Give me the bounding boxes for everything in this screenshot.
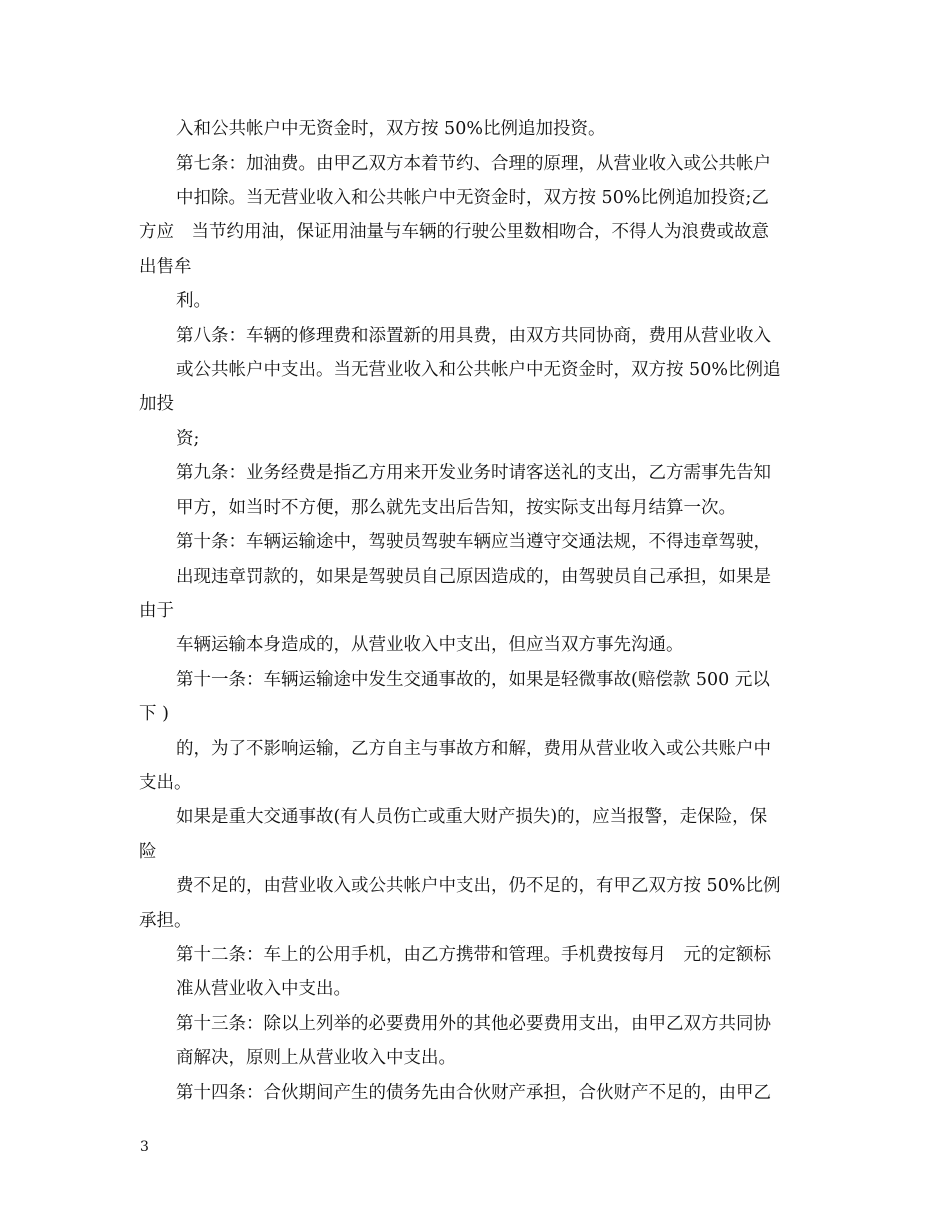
text-line: 第九条：业务经费是指乙方用来开发业务时请客送礼的支出，乙方需事先告知	[176, 463, 771, 483]
text-line: 第八条：车辆的修理费和添置新的用具费，由双方共同协商，费用从营业收入	[176, 326, 771, 346]
text-line: 由于	[139, 601, 174, 621]
text-line: 第十三条：除以上列举的必要费用外的其他必要费用支出，由甲乙双方共同协	[176, 1014, 771, 1034]
text-line: 车辆运输本身造成的，从营业收入中支出，但应当双方事先沟通。	[176, 635, 684, 655]
text-line: 支出。	[139, 773, 192, 793]
text-line: 中扣除。当无营业收入和公共帐户中无资金时，双方按 50%比例追加投资;乙	[176, 188, 769, 208]
text-line: 费不足的，由营业收入或公共帐户中支出，仍不足的，有甲乙双方按 50%比例	[176, 876, 781, 896]
page-number: 3	[140, 1139, 149, 1155]
text-line: 出售牟	[139, 257, 192, 277]
text-line: 的，为了不影响运输，乙方自主与事故方和解，费用从营业收入或公共账户中	[176, 739, 771, 759]
text-line: 加投	[139, 394, 174, 414]
text-line: 险	[139, 842, 157, 862]
text-line: 准从营业收入中支出。	[176, 979, 351, 999]
text-line: 第十二条：车上的公用手机，由乙方携带和管理。手机费按每月 元的定额标	[176, 945, 771, 965]
text-line: 或公共帐户中支出。当无营业收入和公共帐户中无资金时，双方按 50%比例追	[176, 360, 781, 380]
text-line: 商解决，原则上从营业收入中支出。	[176, 1048, 456, 1068]
text-line: 第七条：加油费。由甲乙双方本着节约、合理的原理，从营业收入或公共帐户	[176, 154, 771, 174]
text-line: 方应 当节约用油，保证用油量与车辆的行驶公里数相吻合，不得人为浪费或故意	[139, 222, 769, 242]
text-line: 入和公共帐户中无资金时，双方按 50%比例追加投资。	[176, 119, 606, 139]
text-line: 如果是重大交通事故(有人员伤亡或重大财产损失)的，应当报警，走保险，保	[176, 807, 768, 827]
text-line: 利。	[176, 291, 211, 311]
text-line: 出现违章罚款的，如果是驾驶员自己原因造成的，由驾驶员自己承担，如果是	[176, 567, 771, 587]
text-line: 第十四条：合伙期间产生的债务先由合伙财产承担，合伙财产不足的，由甲乙	[176, 1083, 771, 1103]
text-line: 第十一条：车辆运输途中发生交通事故的，如果是轻微事故(赔偿款 500 元以	[176, 670, 770, 690]
text-line: 第十条：车辆运输途中，驾驶员驾驶车辆应当遵守交通法规，不得违章驾驶，	[176, 532, 771, 552]
text-line: 甲方，如当时不方便，那么就先支出后告知，按实际支出每月结算一次。	[176, 498, 736, 518]
text-line: 承担。	[139, 911, 192, 931]
text-line: 资;	[176, 429, 200, 449]
text-line: 下 )	[139, 704, 169, 724]
